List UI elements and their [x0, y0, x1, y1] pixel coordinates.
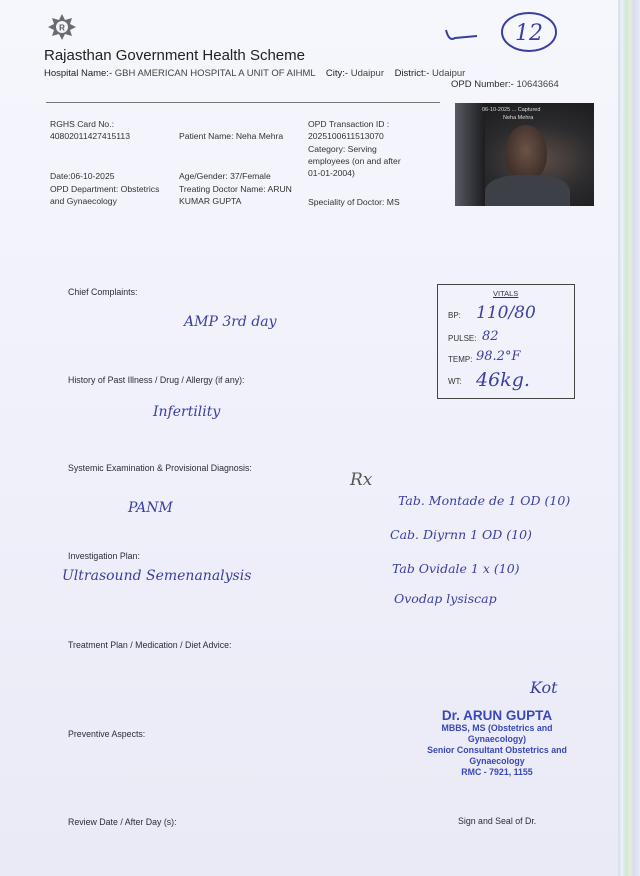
district-label: District:- [394, 68, 430, 79]
page-edge-strip [618, 0, 640, 876]
pulse-label: PULSE: [448, 334, 477, 343]
doctor-signature: Kot [530, 678, 558, 697]
opd-transaction-value: 2025100611513070 [308, 131, 384, 141]
rghs-emblem-icon [46, 12, 78, 42]
temp-label: TEMP: [448, 355, 473, 364]
seal-registration: RMC - 7921, 1155 [461, 767, 533, 777]
investigation-label: Investigation Plan: [68, 551, 140, 561]
photo-patient-name: Neha Mehra [503, 115, 534, 121]
chief-complaints-label: Chief Complaints: [68, 287, 138, 297]
pulse-value: 82 [482, 329, 499, 344]
temp-value: 98.2°F [476, 349, 521, 364]
diagnosis-handwriting: PANM [128, 500, 173, 516]
city-label: City:- [325, 68, 349, 79]
hospital-value: GBH AMERICAN HOSPITAL A UNIT OF AIHML [114, 68, 316, 79]
photo-capture-stamp: 06-10-2025 ... Captured [482, 107, 541, 113]
past-illness-label: History of Past Illness / Drug / Allergy (if any): [68, 375, 245, 385]
patient-photo [455, 103, 594, 206]
medication-item-2: Cab. Diyrnn 1 OD (10) [390, 527, 532, 542]
seal-qualification: MBBS, MS (Obstetrics and Gynaecology) [441, 723, 553, 744]
visit-date: Date:06-10-2025 [50, 171, 115, 181]
doctor-speciality: Speciality of Doctor: MS [308, 197, 400, 207]
patient-name: Patient Name: Neha Mehra [179, 131, 284, 141]
header-divider [46, 102, 440, 103]
city-value: Udaipur [350, 68, 385, 79]
chief-complaint-handwriting: AMP 3rd day [184, 314, 277, 330]
district-value: Udaipur [432, 68, 466, 79]
seal-doctor-name: Dr. ARUN GUPTA [441, 708, 553, 723]
medication-item-3: Tab Ovidale 1 x (10) [392, 561, 520, 576]
opd-department: OPD Department: Obstetrics and Gynaecology [50, 184, 160, 206]
svg-text:R: R [59, 23, 65, 33]
rghs-card-value: 40802011427415113 [50, 131, 130, 141]
treating-doctor: Treating Doctor Name: ARUN KUMAR GUPTA [179, 184, 292, 206]
seal-title: Senior Consultant Obstetrics and Gynaecology [427, 745, 567, 766]
preventive-aspects-label: Preventive Aspects: [68, 729, 146, 739]
sign-seal-label: Sign and Seal of Dr. [458, 816, 537, 826]
hospital-label: Hospital Name:- [44, 68, 113, 79]
hospital-line [44, 68, 465, 79]
bp-value: 110/80 [476, 303, 536, 323]
vitals-heading: VITALS [493, 289, 519, 298]
age-gender: Age/Gender: 37/Female [179, 171, 271, 181]
opd-transaction-label: OPD Transaction ID : [308, 119, 390, 129]
review-date-label: Review Date / After Day (s): [68, 817, 177, 827]
weight-label: WT: [448, 377, 462, 386]
rx-symbol: Rx [350, 470, 373, 490]
weight-value: 46kg. [476, 369, 530, 391]
page-title: Rajasthan Government Health Scheme [44, 47, 305, 64]
doctor-seal [412, 708, 582, 778]
bp-label: BP: [448, 311, 461, 320]
systemic-exam-label: Systemic Examination & Provisional Diagnosis: [68, 463, 252, 473]
rghs-card-label: RGHS Card No.: [50, 119, 114, 129]
medication-item-1: Tab. Montade de 1 OD (10) [398, 493, 571, 508]
investigation-handwriting: Ultrasound Semenanalysis [62, 568, 252, 584]
handwritten-page-number: 12 [515, 21, 543, 46]
vitals-box [437, 284, 575, 399]
treatment-plan-label: Treatment Plan / Medication / Diet Advice: [68, 640, 232, 650]
category: Category: Serving employees (on and after 01-01-2004) [308, 144, 401, 178]
opd-number-label: OPD Number:- [451, 79, 514, 90]
opd-number-value: 10643664 [516, 79, 559, 90]
past-illness-handwriting: Infertility [153, 404, 221, 420]
handwritten-page-mark [441, 10, 561, 55]
medication-item-4: Ovodap lysiscap [394, 591, 497, 606]
opd-number [451, 79, 559, 90]
